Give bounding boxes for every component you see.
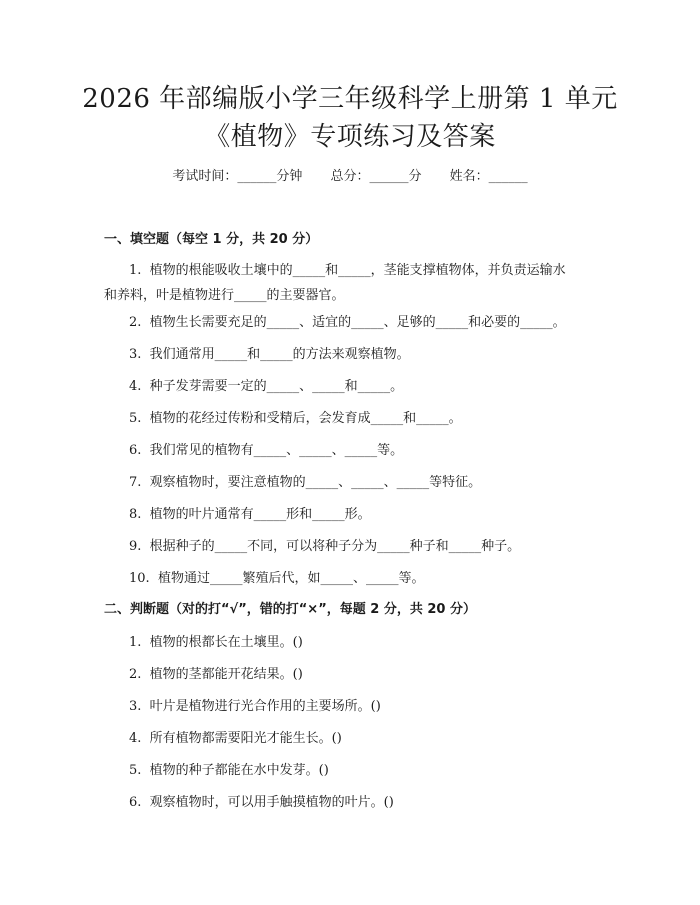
question-item: [104, 726, 604, 751]
question-text: 7. 观察植物时，要注意植物的_____、_____、_____等特征。: [129, 475, 482, 490]
question-text: 1. 植物的根都长在土壤里。(): [129, 635, 303, 650]
question-text: 2. 植物的茎都能开花结果。(): [129, 667, 303, 682]
question-text: 3. 叶片是植物进行光合作用的主要场所。(): [129, 699, 381, 714]
student-name: 姓名：______: [449, 169, 528, 184]
section-heading-fill-blank: 一、填空题（每空 1 分，共 20 分）: [104, 232, 319, 247]
question-item: [104, 470, 604, 495]
question-text: 10. 植物通过_____繁殖后代，如_____、_____等。: [129, 571, 425, 586]
document-title-line2: 《植物》专项练习及答案: [204, 122, 496, 152]
question-text: 9. 根据种子的_____不同，可以将种子分为_____种子和_____种子。: [129, 539, 521, 554]
question-text: 5. 植物的种子都能在水中发芽。(): [129, 763, 329, 778]
question-item: [104, 534, 604, 559]
question-item: [104, 758, 604, 783]
question-text: 2. 植物生长需要充足的_____、适宜的_____、足够的_____和必要的_____。: [129, 315, 566, 330]
section-heading-true-false: 二、判断题（对的打“√”，错的打“×”，每题 2 分，共 20 分）: [104, 602, 476, 617]
question-text: 3. 我们通常用_____和_____的方法来观察植物。: [129, 347, 410, 362]
total-score: 总分：______分: [330, 169, 422, 184]
question-item: [104, 662, 604, 687]
question-item: [104, 694, 604, 719]
question-item: [104, 790, 604, 815]
question-text: 6. 观察植物时，可以用手触摸植物的叶片。(): [129, 795, 394, 810]
question-item: [104, 310, 604, 335]
question-item: [104, 630, 604, 655]
question-item: [104, 566, 604, 591]
document-title-line1: 2026 年部编版小学三年级科学上册第 1 单元: [82, 84, 618, 114]
question-text: 4. 所有植物都需要阳光才能生长。(): [129, 731, 342, 746]
question-item: [104, 342, 604, 367]
exam-info: [40, 168, 660, 186]
question-item: [104, 502, 604, 527]
question-item: [104, 258, 604, 308]
question-item: [104, 374, 604, 399]
question-text: 5. 植物的花经过传粉和受精后，会发育成_____和_____。: [129, 411, 462, 426]
question-text: 4. 种子发芽需要一定的_____、_____和_____。: [129, 379, 404, 394]
question-line: 1. 植物的根能吸收土壤中的_____和_____，茎能支撑植物体，并负责运输水: [129, 263, 566, 278]
question-line: 和养料，叶是植物进行_____的主要器官。: [104, 288, 345, 303]
question-text: 8. 植物的叶片通常有_____形和_____形。: [129, 507, 371, 522]
question-item: [104, 438, 604, 463]
question-item: [104, 406, 604, 431]
exam-time: 考试时间：______分钟: [172, 169, 303, 184]
question-text: 6. 我们常见的植物有_____、_____、_____等。: [129, 443, 404, 458]
